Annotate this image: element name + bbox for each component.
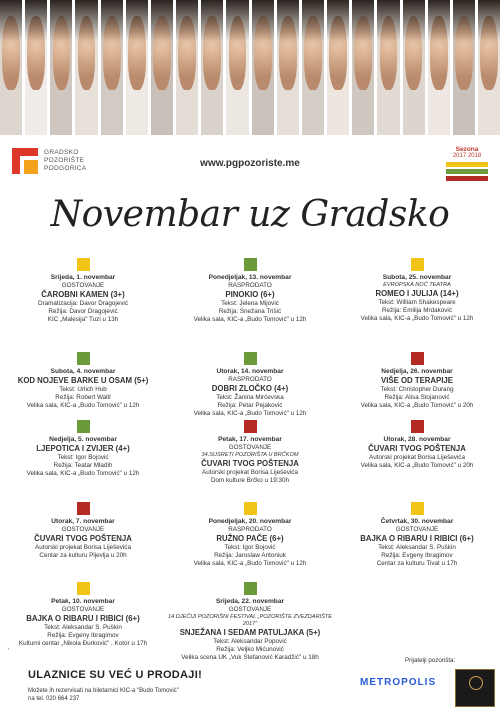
event-date: Utorak, 28. novembar <box>383 436 451 443</box>
portrait-photo <box>478 0 500 135</box>
event-status: GOSTOVANJE <box>228 444 272 452</box>
event-card <box>0 502 166 560</box>
portrait-photo <box>302 0 324 135</box>
portrait-photo <box>0 0 22 135</box>
event-card <box>0 258 166 324</box>
event-date: Ponedjeljak, 13. novembar <box>208 274 292 281</box>
event-color-marker <box>244 258 257 271</box>
event-detail: Tekst: Igor Bojović <box>57 453 109 461</box>
event-color-marker <box>244 502 257 515</box>
event-color-marker <box>411 420 424 433</box>
event-status: GOSTOVANJE <box>61 606 105 614</box>
event-detail: Centar za kulturu Tivat u 17h <box>376 560 458 568</box>
event-date: Utorak, 14. novembar <box>216 368 284 375</box>
event-card <box>167 502 333 568</box>
event-detail: Režija: Veljko Mićunović <box>216 646 284 654</box>
theatre-name-line: POZORIŠTE <box>44 157 85 164</box>
sponsor-logo-hotel <box>455 669 495 707</box>
portrait-photo <box>25 0 47 135</box>
event-festival-note: EVROPSKA NOĆ TEATRA <box>383 282 451 289</box>
event-detail: Tekst: William Shakespeare <box>378 298 456 306</box>
sponsor-logo-metropolis <box>360 677 436 688</box>
event-card <box>0 420 166 478</box>
event-status: RASPRODATO <box>228 526 272 534</box>
event-festival-note: 34.SUSRETI POZORIŠTA U BRČKOM <box>201 452 299 459</box>
event-detail: Autorski projekat Borisa Liješevića <box>35 543 131 551</box>
event-title: ČAROBNI KAMEN (3+) <box>41 290 125 300</box>
event-detail: Autorski projekat Borisa Liješevića <box>202 468 298 476</box>
season-label: Sezona <box>455 146 479 153</box>
event-title: BAJKA O RIBARU I RIBICI (6+) <box>26 614 140 624</box>
season-band-green <box>446 169 488 174</box>
event-detail: Režija: Snežana Trišić <box>218 308 282 316</box>
event-date: Četvrtak, 30. novembar <box>380 518 454 525</box>
portrait-photo <box>50 0 72 135</box>
event-date: Utorak, 7. novembar <box>51 518 115 525</box>
event-date: Subota, 4. novembar <box>50 368 116 375</box>
event-color-marker <box>411 258 424 271</box>
event-title: KOD NOJEVE BARKE U OSAM (5+) <box>17 376 149 386</box>
event-detail: Tekst: Aleksandar S. Puškin <box>378 543 456 551</box>
season-band-yellow <box>446 162 488 167</box>
event-title: DOBRI ZLOČKO (4+) <box>211 384 289 394</box>
event-detail: Režija: Evgeny Ibragimov <box>381 552 453 560</box>
event-detail: Dramatizacija: Davor Dragojević <box>38 299 128 307</box>
event-detail: Tekst: Jelena Mijović <box>221 299 279 307</box>
event-status: RASPRODATO <box>228 376 272 384</box>
event-date: Ponedjeljak, 20. novembar <box>208 518 292 525</box>
event-detail: Režija: Teatar Mladih <box>53 461 113 469</box>
event-detail: Velika sala, KIC-a „Budo Tomović" u 12h <box>193 410 307 418</box>
event-card <box>334 352 500 410</box>
event-date: Subota, 25. novembar <box>382 274 452 281</box>
event-title: PINOKIO (6+) <box>225 290 275 300</box>
event-detail: Režija: Alisa Stojanović <box>384 393 450 401</box>
event-date: Srijeda, 1. novembar <box>50 274 116 281</box>
event-detail: Kulturni centar „Nikola Đurković" , Kotor u 17h <box>18 640 148 648</box>
event-title: VIŠE OD TERAPIJE <box>381 376 453 386</box>
event-detail: Režija: Petar Pejaković <box>217 402 283 410</box>
event-title: ČUVARI TVOG POŠTENJA <box>34 534 132 544</box>
portrait-photo <box>327 0 349 135</box>
cast-portrait-strip <box>0 0 500 135</box>
tickets-heading: ULAZNICE SU VEĆ U PRODAJI! <box>28 669 203 681</box>
side-print-mark: • <box>6 648 11 650</box>
event-detail: Režija: Emilija Mrdaković <box>382 306 452 314</box>
portrait-photo <box>377 0 399 135</box>
event-detail: Tekst: Aleksandar Popović <box>213 637 287 645</box>
event-title: SNJEŽANA I SEDAM PATULJAKA (5+) <box>179 628 321 638</box>
event-status: GOSTOVANJE <box>395 526 439 534</box>
event-date: Petak, 10. novembar <box>51 598 115 605</box>
event-date: Srijeda, 22. novembar <box>215 598 285 605</box>
theatre-name-line: GRADSKO <box>44 149 79 156</box>
event-detail: Velika sala, KIC-a „Budo Tomović" u 12h <box>193 316 307 324</box>
event-card <box>167 352 333 418</box>
portrait-photo <box>226 0 248 135</box>
event-card <box>167 420 333 485</box>
event-color-marker <box>77 258 90 271</box>
event-title: RUŽNO PAČE (6+) <box>216 534 284 544</box>
season-badge <box>446 146 488 181</box>
portrait-photo <box>252 0 274 135</box>
event-detail: Velika sala, KIC-a „Budo Tomović" u 12h <box>26 470 140 478</box>
event-detail: Režija: Evgeny Ibragimov <box>47 632 119 640</box>
event-card <box>0 352 166 410</box>
portrait-photo <box>277 0 299 135</box>
portrait-photo <box>101 0 123 135</box>
event-card <box>167 258 333 324</box>
event-detail: Velika sala, KIC-a „Budo Tomović" u 20h <box>360 461 474 469</box>
portrait-photo <box>352 0 374 135</box>
portrait-photo <box>75 0 97 135</box>
event-card <box>334 502 500 568</box>
event-color-marker <box>411 502 424 515</box>
event-detail: Tekst: Aleksandar S. Puškin <box>44 623 122 631</box>
event-date: Petak, 17. novembar <box>218 436 282 443</box>
event-detail: Tekst: Žanina Mirčevska <box>216 393 284 401</box>
event-detail: Tekst: Christopher Durang <box>380 385 454 393</box>
event-detail: Režija: Robert Waltl <box>55 393 111 401</box>
season-band-red <box>446 176 488 181</box>
event-title: ROMEO I JULIJA (14+) <box>375 289 459 299</box>
event-color-marker <box>77 420 90 433</box>
event-card <box>0 582 166 648</box>
portrait-photo <box>126 0 148 135</box>
season-year: 2017 2018 <box>452 153 482 159</box>
theatre-name-line: PODGORICA <box>44 165 87 172</box>
event-title: BAJKA O RIBARU I RIBICI (6+) <box>360 534 474 544</box>
portrait-photo <box>403 0 425 135</box>
event-status: RASPRODATO <box>228 282 272 290</box>
portrait-photo <box>176 0 198 135</box>
event-card <box>334 420 500 470</box>
event-detail: Velika sala, KIC-a „Budo Tomović" u 20h <box>360 402 474 410</box>
event-title: ČUVARI TVOG POŠTENJA <box>201 459 299 469</box>
event-detail: Velika sala, KIC-a „Budo Tomović" u 12h <box>193 560 307 568</box>
event-status: GOSTOVANJE <box>228 606 272 614</box>
portrait-photo <box>453 0 475 135</box>
event-detail: Centar za kulturu Pljevlja u 20h <box>39 552 127 560</box>
event-date: Nedjelja, 5. novembar <box>49 436 117 443</box>
event-detail: Dom kulture Brčko u 19:30h <box>210 477 290 485</box>
event-detail: Tekst: Urlich Hub <box>59 385 107 393</box>
event-color-marker <box>77 352 90 365</box>
event-card <box>167 582 333 662</box>
event-color-marker <box>77 582 90 595</box>
event-detail: Režija: Jaroslaw Antoniuk <box>214 552 286 560</box>
event-detail: Velika sala, KIC-a „Budo Tomović" u 12h <box>26 402 140 410</box>
tickets-info: Možete ih rezervisati na biletarnici KIC-a "Budo Tomović" <box>28 688 179 694</box>
partners-label: Prijatelji pozorišta: <box>405 657 456 664</box>
event-color-marker <box>77 502 90 515</box>
event-festival-note: 14.DJEČIJI POZORIŠNI FESTIVAL „POZORIŠTE ZVEZDARIŠTE 2017" <box>167 614 332 628</box>
event-date: Nedjelja, 26. novembar <box>381 368 453 375</box>
portrait-photo <box>428 0 450 135</box>
event-detail: Režija: Davor Dragojević <box>48 308 118 316</box>
event-color-marker <box>244 420 257 433</box>
website-link[interactable]: www.pgpozoriste.me <box>200 158 300 169</box>
event-color-marker <box>411 352 424 365</box>
event-title: LJEPOTICA I ZVIJER (4+) <box>36 444 130 454</box>
event-detail: Autorski projekat Borisa Liješevića <box>369 453 465 461</box>
portrait-photo <box>151 0 173 135</box>
event-detail: Velika sala, KIC-a „Budo Tomović" u 12h <box>360 315 474 323</box>
sponsor-name: METROPOLIS <box>360 677 437 688</box>
event-status: GOSTOVANJE <box>61 282 105 290</box>
page-title: Novembar uz Gradsko <box>50 194 450 235</box>
event-detail: Tekst: Igor Bojović <box>224 543 276 551</box>
event-card <box>334 258 500 323</box>
event-color-marker <box>244 352 257 365</box>
event-detail: Velika scena UK „Vuk Stefanović Karadžić" u 18h <box>181 654 319 662</box>
event-detail: KIC „Malesija" Tuzi u 13h <box>47 316 119 324</box>
portrait-photo <box>201 0 223 135</box>
event-status: GOSTOVANJE <box>61 526 105 534</box>
tickets-phone: na tel. 020 664 237 <box>28 696 80 702</box>
event-title: ČUVARI TVOG POŠTENJA <box>368 444 466 454</box>
event-color-marker <box>244 582 257 595</box>
